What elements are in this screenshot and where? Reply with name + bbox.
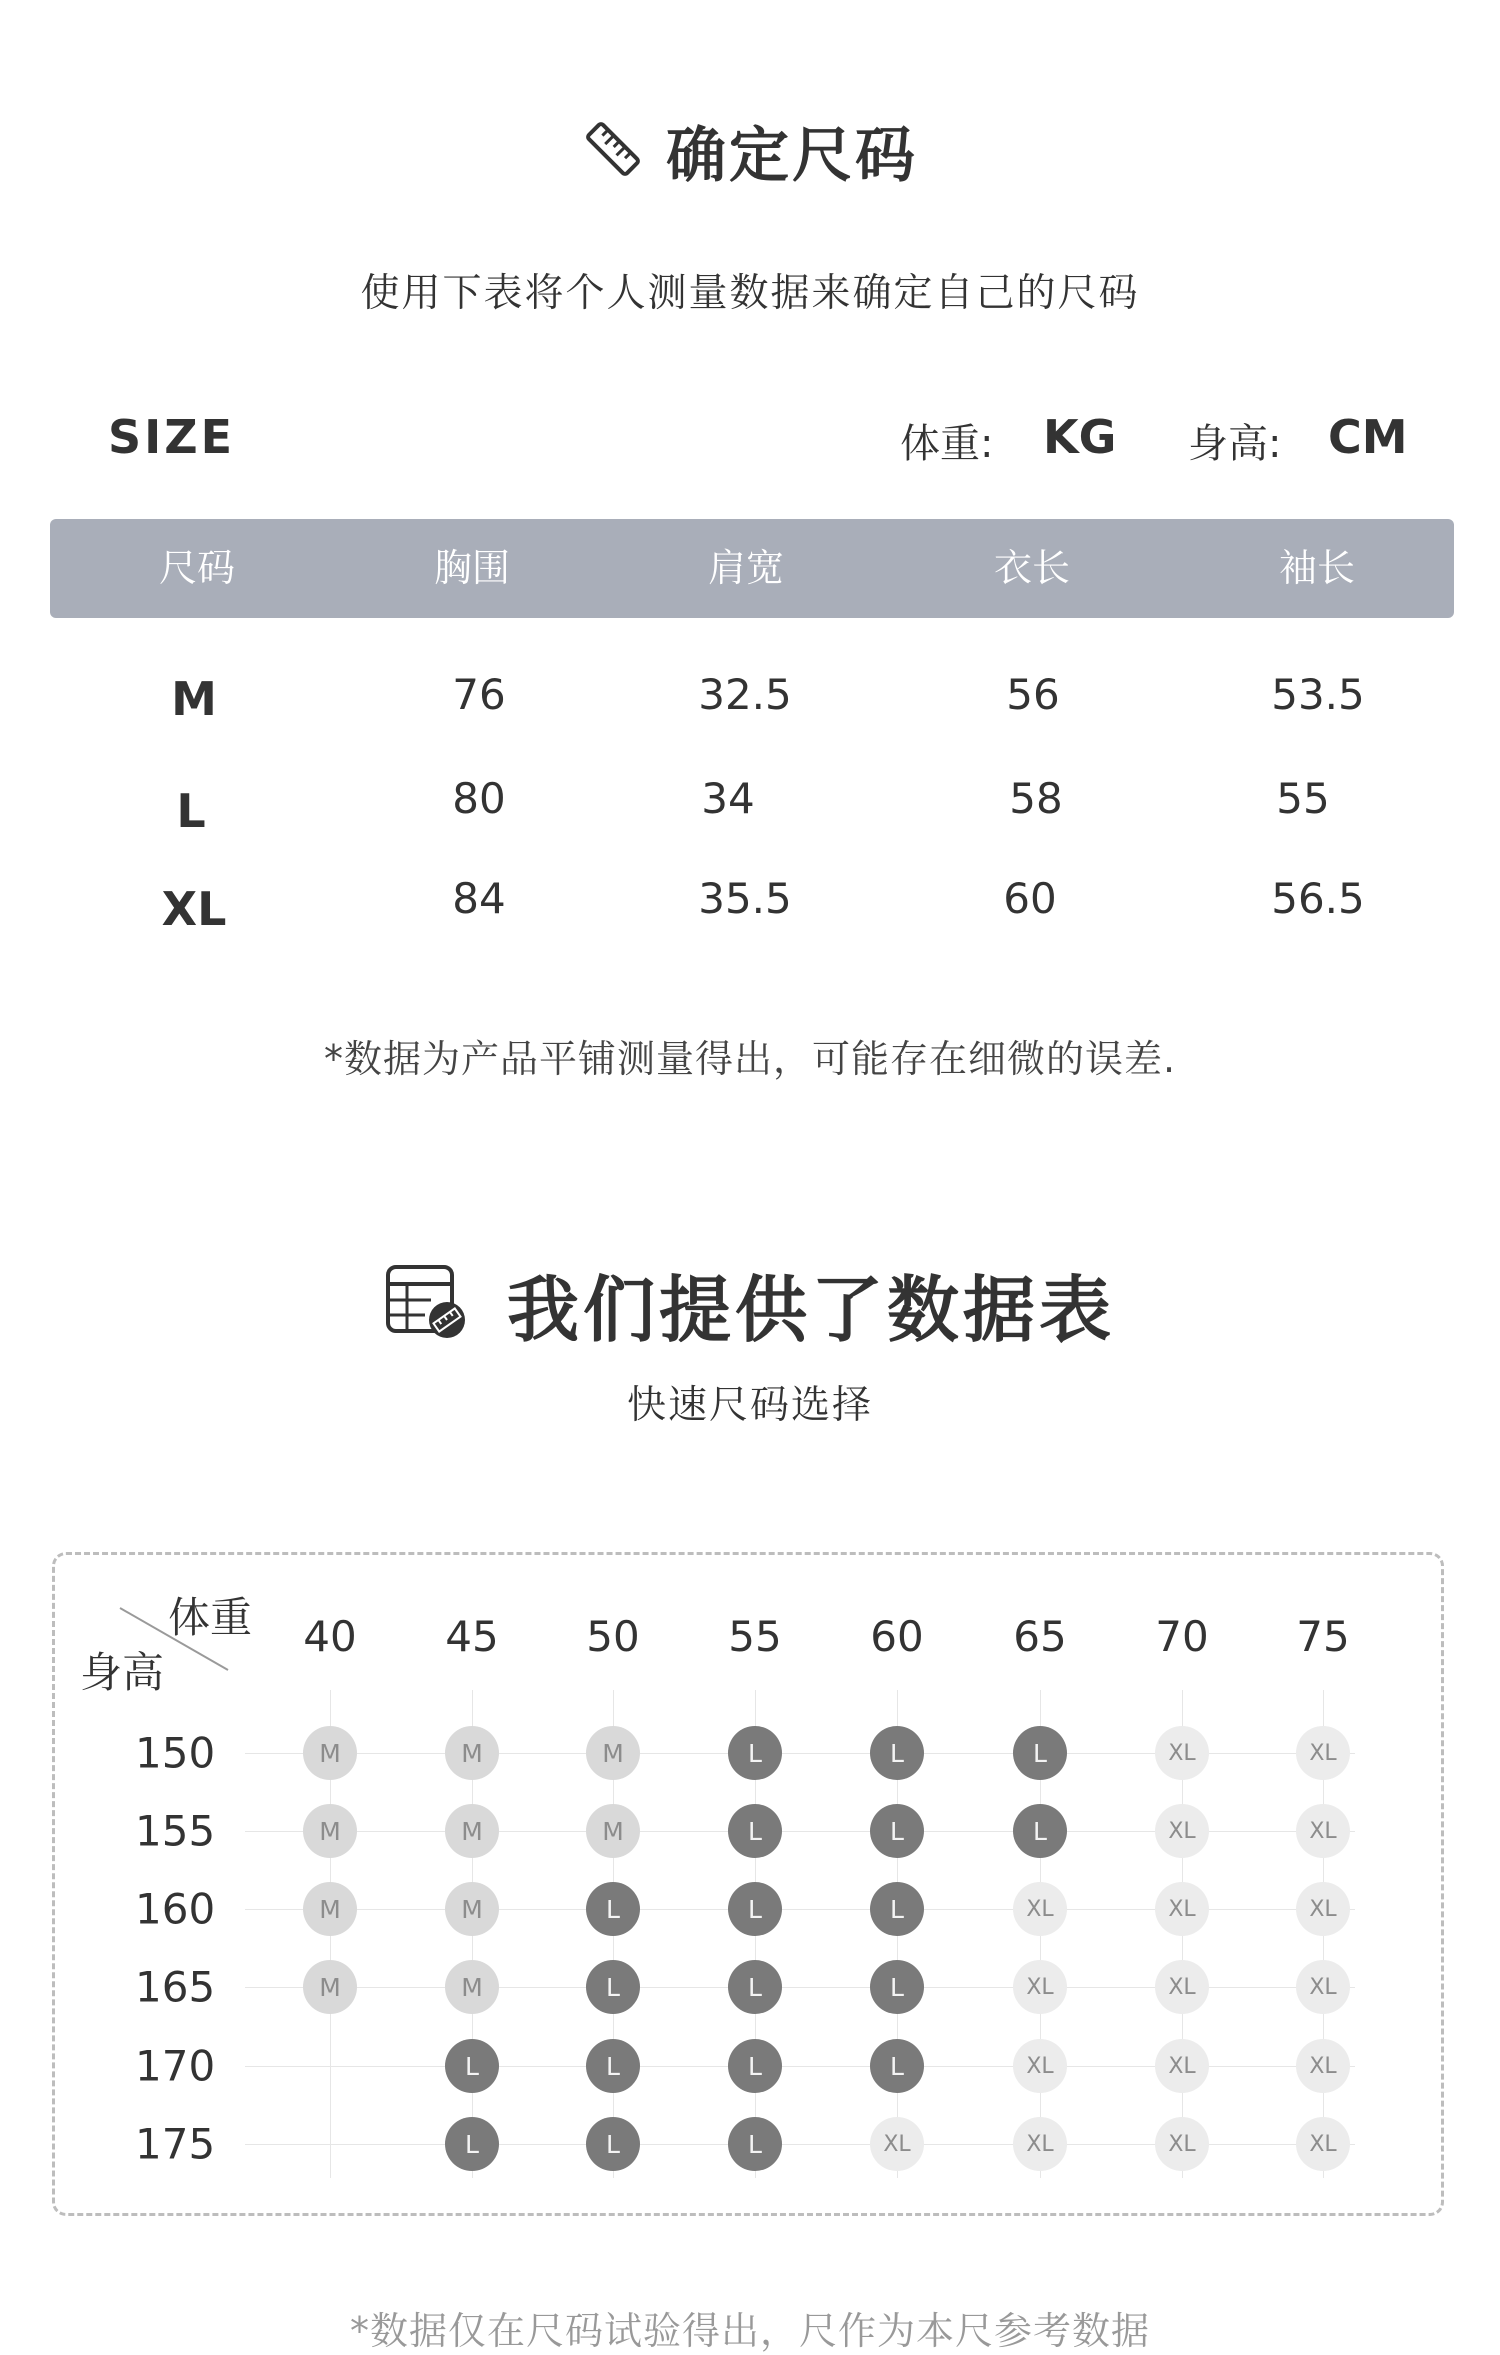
size-dot-l: L xyxy=(728,1804,782,1858)
corner-weight-label: 体重 xyxy=(168,1593,253,1642)
size-dot-l: L xyxy=(870,1960,924,2014)
table-cell: 56.5 xyxy=(1271,874,1365,923)
height-tick-label: 170 xyxy=(135,2041,216,2091)
size-dot-l: L xyxy=(445,2039,499,2093)
weight-label: 体重: xyxy=(900,421,994,467)
size-dot-m: M xyxy=(445,1960,499,2014)
table-cell: 76 xyxy=(452,670,506,719)
chart-section-heading: 我们提供了数据表 xyxy=(506,1268,1115,1352)
size-dot-xl: XL xyxy=(1155,1960,1209,2014)
size-dot-m: M xyxy=(303,1726,357,1780)
weight-tick-label: 65 xyxy=(1013,1612,1067,1661)
height-tick-label: 165 xyxy=(135,1962,216,2012)
weight-tick-label: 70 xyxy=(1155,1612,1209,1661)
size-dot-m: M xyxy=(303,1804,357,1858)
column-header: 胸围 xyxy=(433,546,511,590)
size-dot-xl: XL xyxy=(1296,1960,1350,2014)
table-cell: 35.5 xyxy=(698,874,792,923)
size-dot-l: L xyxy=(586,2117,640,2171)
size-dot-l: L xyxy=(1013,1804,1067,1858)
measurement-note: *数据为产品平铺测量得出，可能存在细微的误差. xyxy=(323,1037,1177,1081)
size-dot-xl: XL xyxy=(1155,1726,1209,1780)
size-dot-xl: XL xyxy=(1296,2117,1350,2171)
size-dot-xl: XL xyxy=(870,2117,924,2171)
table-cell: 80 xyxy=(452,774,506,823)
column-header: 尺码 xyxy=(158,546,236,590)
size-dot-m: M xyxy=(445,1804,499,1858)
size-dot-l: L xyxy=(870,1882,924,1936)
size-dot-l: L xyxy=(586,2039,640,2093)
size-dot-l: L xyxy=(586,1960,640,2014)
weight-tick-label: 75 xyxy=(1296,1612,1350,1661)
size-dot-m: M xyxy=(586,1726,640,1780)
size-dot-xl: XL xyxy=(1155,2117,1209,2171)
size-dot-l: L xyxy=(1013,1726,1067,1780)
weight-tick-label: 50 xyxy=(586,1612,640,1661)
size-section-heading: 确定尺码 xyxy=(666,121,918,191)
weight-unit: KG xyxy=(1043,410,1117,464)
table-cell: 32.5 xyxy=(698,670,792,719)
size-dot-m: M xyxy=(586,1804,640,1858)
size-label: SIZE xyxy=(108,410,236,464)
height-label: 身高: xyxy=(1188,421,1282,467)
height-unit: CM xyxy=(1328,410,1408,464)
size-dot-xl: XL xyxy=(1155,1804,1209,1858)
height-tick-label: 155 xyxy=(135,1806,216,1856)
size-dot-l: L xyxy=(445,2117,499,2171)
ruler-icon xyxy=(582,118,644,184)
size-dot-xl: XL xyxy=(1013,2117,1067,2171)
size-dot-l: L xyxy=(870,2039,924,2093)
size-dot-m: M xyxy=(445,1726,499,1780)
height-tick-label: 150 xyxy=(135,1728,216,1778)
chart-footnote: *数据仅在尺码试验得出，尺作为本尺参考数据 xyxy=(349,2309,1150,2353)
size-dot-l: L xyxy=(586,1882,640,1936)
size-section-subtitle: 使用下表将个人测量数据来确定自己的尺码 xyxy=(360,271,1140,316)
size-dot-xl: XL xyxy=(1155,1882,1209,1936)
size-dot-xl: XL xyxy=(1296,1726,1350,1780)
size-section-title xyxy=(0,108,1500,194)
weight-tick-label: 40 xyxy=(303,1612,357,1661)
size-dot-m: M xyxy=(303,1882,357,1936)
height-tick-label: 160 xyxy=(135,1884,216,1934)
size-dot-xl: XL xyxy=(1296,1882,1350,1936)
column-header: 袖长 xyxy=(1278,546,1356,590)
weight-tick-label: 55 xyxy=(728,1612,782,1661)
size-table-header xyxy=(50,519,1454,618)
size-dot-xl: XL xyxy=(1013,1960,1067,2014)
table-cell-size: M xyxy=(171,672,217,726)
weight-tick-label: 60 xyxy=(870,1612,924,1661)
table-cell: 34 xyxy=(701,774,755,823)
weight-tick-label: 45 xyxy=(445,1612,499,1661)
size-dot-xl: XL xyxy=(1155,2039,1209,2093)
chart-section-subtitle: 快速尺码选择 xyxy=(626,1383,873,1428)
table-ruler-icon xyxy=(385,1264,467,1344)
size-dot-xl: XL xyxy=(1013,2039,1067,2093)
size-dot-l: L xyxy=(728,2039,782,2093)
size-dot-l: L xyxy=(870,1726,924,1780)
table-cell: 60 xyxy=(1003,874,1057,923)
column-header: 肩宽 xyxy=(707,546,785,590)
table-cell: 53.5 xyxy=(1271,670,1365,719)
size-dot-l: L xyxy=(870,1804,924,1858)
table-cell: 84 xyxy=(452,874,506,923)
table-cell: 56 xyxy=(1006,670,1060,719)
size-dot-l: L xyxy=(728,1726,782,1780)
size-dot-m: M xyxy=(445,1882,499,1936)
size-dot-l: L xyxy=(728,2117,782,2171)
size-dot-m: M xyxy=(303,1960,357,2014)
table-cell: 58 xyxy=(1009,774,1063,823)
corner-height-label: 身高 xyxy=(80,1648,165,1697)
size-dot-xl: XL xyxy=(1013,1882,1067,1936)
size-dot-xl: XL xyxy=(1296,1804,1350,1858)
size-dot-xl: XL xyxy=(1296,2039,1350,2093)
table-cell-size: XL xyxy=(161,882,227,936)
column-header: 衣长 xyxy=(993,546,1071,590)
size-dot-l: L xyxy=(728,1882,782,1936)
size-dot-l: L xyxy=(728,1960,782,2014)
table-cell-size: L xyxy=(176,784,206,838)
table-cell: 55 xyxy=(1276,774,1330,823)
height-tick-label: 175 xyxy=(135,2119,216,2169)
chart-section-title xyxy=(0,1252,1500,1356)
